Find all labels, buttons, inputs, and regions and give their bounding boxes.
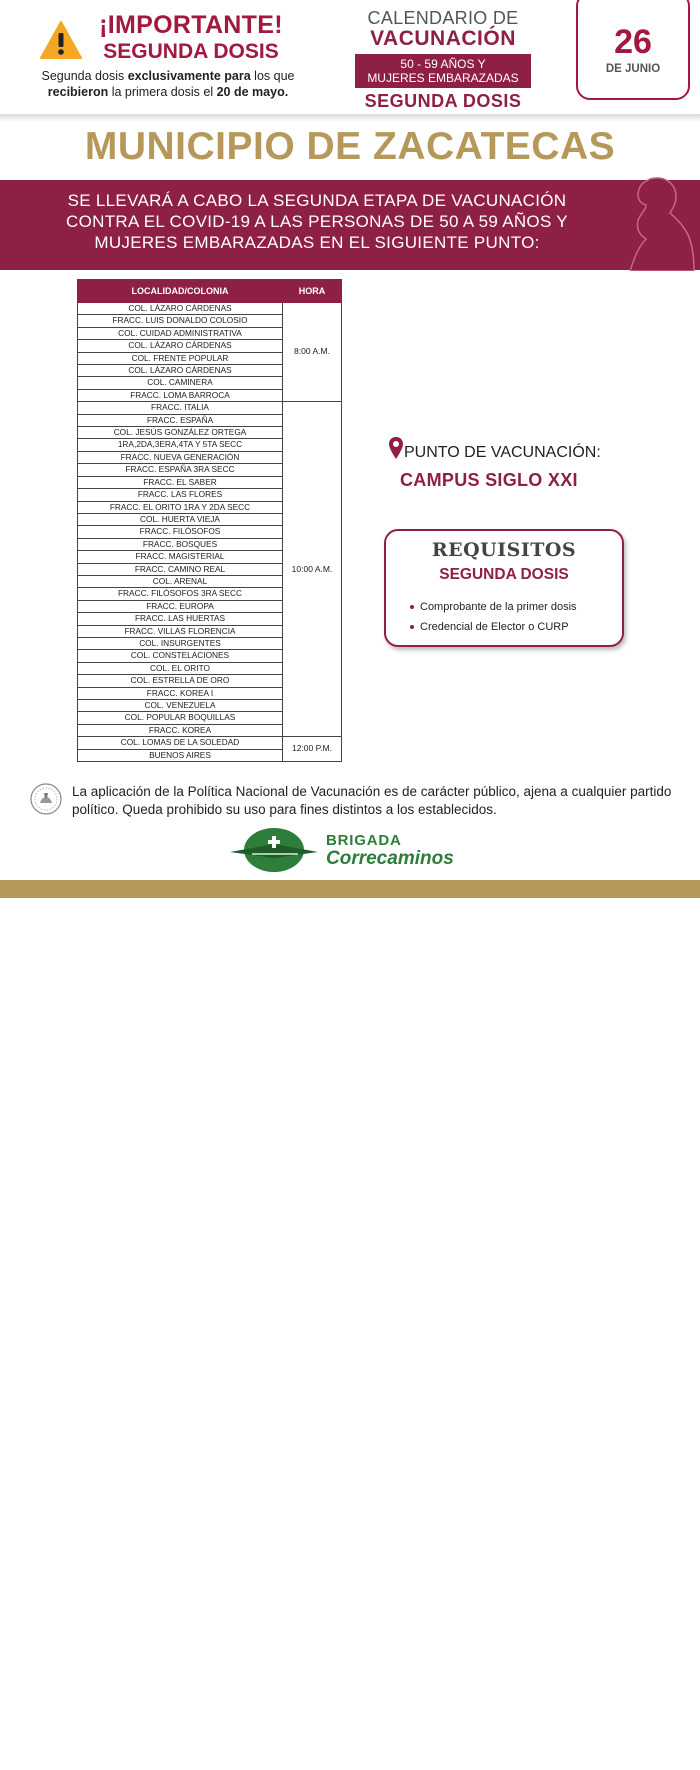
date-month: DE JUNIO (605, 63, 661, 75)
requirement-text: Credencial de Elector o CURP (420, 621, 569, 633)
brand-line2: Correcaminos (326, 848, 454, 869)
table-row (78, 303, 342, 315)
page-title: MUNICIPIO DE ZACATECAS (84, 125, 616, 168)
calendar-line2: VACUNACIÓN (370, 27, 516, 50)
location-cell: COL. LOMAS DE LA SOLEDAD (78, 737, 283, 749)
social-icons (333, 1764, 363, 1770)
national-seal-icon (30, 783, 62, 815)
banner-line1: SE LLEVARÁ A CABO LA SEGUNDA ETAPA DE VACUNACIÓN (67, 191, 567, 210)
column-header-time: HORA (283, 280, 342, 303)
requirements-title: REQUISITOS (431, 539, 577, 561)
location-cell: FRACC. ITALIA (78, 402, 283, 414)
location-cell: FRACC. EL SABER (78, 476, 283, 488)
location-cell: FRACC. LAS HUERTAS (78, 613, 283, 625)
calendar-box-line2: MUJERES EMBARAZADAS (367, 71, 519, 85)
brigada-logo-icon (228, 826, 320, 874)
location-cell: FRACC. CAMINO REAL (78, 563, 283, 575)
location-cell: COL. HUERTA VIEJA (78, 513, 283, 525)
table-row (78, 402, 342, 414)
location-cell: FRACC. ESPAÑA 3RA SECC (78, 464, 283, 476)
important-note: Segunda dosis exclusivamente para los que recibieron la primera dosis el 20 de mayo. (41, 69, 295, 99)
location-cell: FRACC. BOSQUES (78, 538, 283, 550)
time-cell: 12:00 P.M. (283, 737, 342, 762)
requirements-card (384, 529, 624, 647)
time-cell: 10:00 A.M. (283, 402, 342, 737)
requirements-list (410, 597, 577, 637)
calendar-box-line1: 50 - 59 AÑOS Y (400, 57, 486, 71)
location-cell: COL. ARENAL (78, 575, 283, 587)
calendar-line1: CALENDARIO DE (367, 8, 519, 28)
location-cell: FRACC. KOREA (78, 724, 283, 736)
bullet-icon (410, 625, 414, 629)
location-cell: FRACC. FILÓSOFOS (78, 526, 283, 538)
instagram-icon[interactable] (349, 1764, 355, 1770)
location-cell: FRACC. ESPAÑA (78, 414, 283, 426)
location-cell: FRACC. LOMA BARROCA (78, 389, 283, 401)
schedule-table (77, 279, 342, 762)
table-row (78, 737, 342, 749)
location-cell: FRACC. EUROPA (78, 600, 283, 612)
banner-line3: MUJERES EMBARAZADAS EN EL SIGUIENTE PUNTO: (94, 233, 540, 252)
location-cell: COL. JESÚS GONZÁLEZ ORTEGA (78, 427, 283, 439)
legal-disclaimer: La aplicación de la Política Nacional de Vacunación es de carácter público, ajena a cualquier partido político. Queda prohibido su uso para fines distintos a los establecidos. (72, 784, 672, 817)
location-cell: COL. VENEZUELA (78, 700, 283, 712)
location-pin-icon (388, 436, 404, 460)
date-day: 26 (614, 23, 652, 61)
location-cell: COL. POPULAR BOQUILLAS (78, 712, 283, 724)
vaccination-point-place: CAMPUS SIGLO XXI (400, 470, 578, 490)
twitter-icon[interactable] (341, 1764, 347, 1770)
location-cell: FRACC. LAS FLORES (78, 489, 283, 501)
requirement-item (410, 617, 577, 637)
location-cell: COL. EL ORITO (78, 662, 283, 674)
vaccination-point-label: PUNTO DE VACUNACIÓN: (404, 444, 601, 461)
banner-line2: CONTRA EL COVID-19 A LAS PERSONAS DE 50 A 59 AÑOS Y (66, 212, 568, 231)
location-cell: COL. LÁZARO CÁRDENAS (78, 340, 283, 352)
location-cell: FRACC. KOREA I (78, 687, 283, 699)
calendar-audience-box (355, 54, 531, 88)
location-cell: FRACC. VILLAS FLORENCIA (78, 625, 283, 637)
location-cell: COL. INSURGENTES (78, 637, 283, 649)
location-cell: COL. ESTRELLA DE ORO (78, 675, 283, 687)
requirement-text: Comprobante de la primer dosis (420, 601, 577, 613)
location-cell: FRACC. NUEVA GENERACIÓN (78, 451, 283, 463)
requirement-item (410, 597, 577, 617)
schedule-body (78, 303, 342, 762)
header-divider (0, 114, 700, 122)
footer-bar (0, 880, 700, 898)
brand-line1: BRIGADA (326, 832, 402, 849)
calendar-line3: SEGUNDA DOSIS (364, 91, 522, 111)
important-title: ¡IMPORTANTE! (99, 11, 283, 39)
location-cell: COL. LÁZARO CÁRDENAS (78, 365, 283, 377)
location-cell: FRACC. LUIS DONALDO COLOSIO (78, 315, 283, 327)
location-cell: COL. CONSTELACIONES (78, 650, 283, 662)
requirements-subtitle: SEGUNDA DOSIS (439, 566, 569, 583)
location-cell: BUENOS AIRES (78, 749, 283, 761)
location-cell: FRACC. MAGISTERIAL (78, 551, 283, 563)
bullet-icon (410, 605, 414, 609)
column-header-location: LOCALIDAD/COLONIA (78, 280, 283, 303)
location-cell: FRACC. FILÓSOFOS 3RA SECC (78, 588, 283, 600)
location-cell: COL. LÁZARO CÁRDENAS (78, 303, 283, 315)
youtube-icon[interactable] (357, 1764, 363, 1770)
location-cell: 1RA,2DA,3ERA,4TA Y 5TA SECC (78, 439, 283, 451)
info-banner-text (22, 190, 612, 253)
location-cell: FRACC. EL ORITO 1RA Y 2DA SECC (78, 501, 283, 513)
calendar-block (338, 8, 548, 112)
facebook-icon[interactable] (333, 1764, 339, 1770)
warning-icon (40, 20, 82, 60)
location-cell: COL. FRENTE POPULAR (78, 352, 283, 364)
date-badge (576, 0, 690, 100)
location-cell: COL. CAMINERA (78, 377, 283, 389)
time-cell: 8:00 A.M. (283, 303, 342, 402)
important-subtitle: SEGUNDA DOSIS (103, 40, 279, 63)
location-cell: COL. CUIDAD ADMINISTRATIVA (78, 327, 283, 339)
